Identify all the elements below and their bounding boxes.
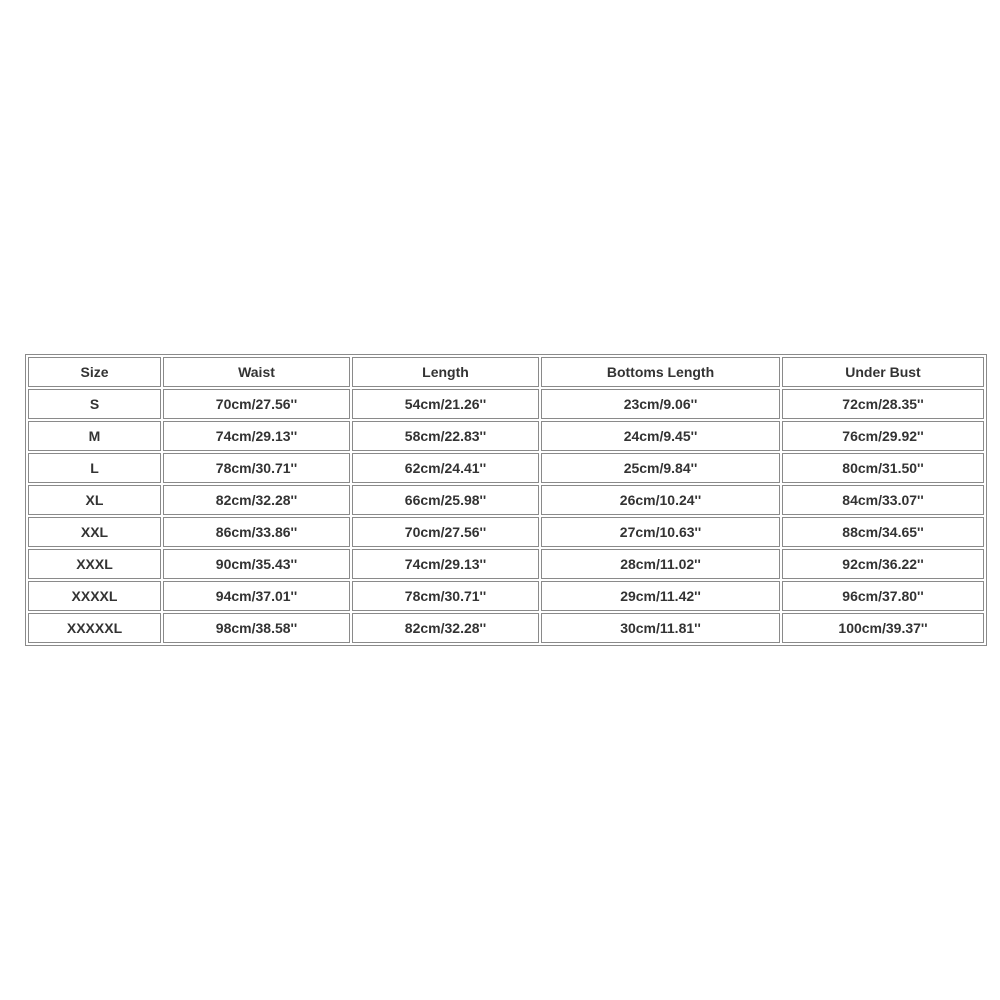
cell-length: 74cm/29.13'': [352, 549, 539, 579]
header-under-bust: Under Bust: [782, 357, 984, 387]
table-row: [28, 581, 984, 611]
cell-length: 82cm/32.28'': [352, 613, 539, 643]
header-size: Size: [28, 357, 161, 387]
size-chart-body: [28, 389, 984, 643]
table-row: [28, 613, 984, 643]
cell-bottoms-length: 26cm/10.24'': [541, 485, 780, 515]
cell-waist: 98cm/38.58'': [163, 613, 350, 643]
cell-length: 54cm/21.26'': [352, 389, 539, 419]
cell-length: 66cm/25.98'': [352, 485, 539, 515]
cell-under-bust: 80cm/31.50'': [782, 453, 984, 483]
cell-bottoms-length: 29cm/11.42'': [541, 581, 780, 611]
cell-size: XXXXL: [28, 581, 161, 611]
table-row: [28, 485, 984, 515]
cell-waist: 70cm/27.56'': [163, 389, 350, 419]
cell-under-bust: 96cm/37.80'': [782, 581, 984, 611]
cell-under-bust: 84cm/33.07'': [782, 485, 984, 515]
cell-waist: 74cm/29.13'': [163, 421, 350, 451]
cell-waist: 78cm/30.71'': [163, 453, 350, 483]
cell-under-bust: 88cm/34.65'': [782, 517, 984, 547]
cell-under-bust: 72cm/28.35'': [782, 389, 984, 419]
cell-waist: 82cm/32.28'': [163, 485, 350, 515]
header-row: [28, 357, 984, 387]
cell-size: XXL: [28, 517, 161, 547]
cell-under-bust: 92cm/36.22'': [782, 549, 984, 579]
cell-size: L: [28, 453, 161, 483]
header-length: Length: [352, 357, 539, 387]
cell-size: S: [28, 389, 161, 419]
cell-size: XXXL: [28, 549, 161, 579]
cell-bottoms-length: 25cm/9.84'': [541, 453, 780, 483]
cell-waist: 90cm/35.43'': [163, 549, 350, 579]
header-bottoms-length: Bottoms Length: [541, 357, 780, 387]
cell-length: 70cm/27.56'': [352, 517, 539, 547]
table-row: [28, 549, 984, 579]
cell-length: 62cm/24.41'': [352, 453, 539, 483]
cell-size: M: [28, 421, 161, 451]
cell-bottoms-length: 27cm/10.63'': [541, 517, 780, 547]
header-waist: Waist: [163, 357, 350, 387]
cell-bottoms-length: 30cm/11.81'': [541, 613, 780, 643]
cell-size: XXXXXL: [28, 613, 161, 643]
cell-under-bust: 76cm/29.92'': [782, 421, 984, 451]
table-row: [28, 389, 984, 419]
cell-under-bust: 100cm/39.37'': [782, 613, 984, 643]
table-row: [28, 517, 984, 547]
size-chart-header: [28, 357, 984, 387]
cell-length: 58cm/22.83'': [352, 421, 539, 451]
table-row: [28, 421, 984, 451]
cell-waist: 94cm/37.01'': [163, 581, 350, 611]
cell-bottoms-length: 28cm/11.02'': [541, 549, 780, 579]
cell-size: XL: [28, 485, 161, 515]
cell-waist: 86cm/33.86'': [163, 517, 350, 547]
cell-bottoms-length: 24cm/9.45'': [541, 421, 780, 451]
cell-bottoms-length: 23cm/9.06'': [541, 389, 780, 419]
size-chart-table: [25, 354, 987, 646]
cell-length: 78cm/30.71'': [352, 581, 539, 611]
table-row: [28, 453, 984, 483]
